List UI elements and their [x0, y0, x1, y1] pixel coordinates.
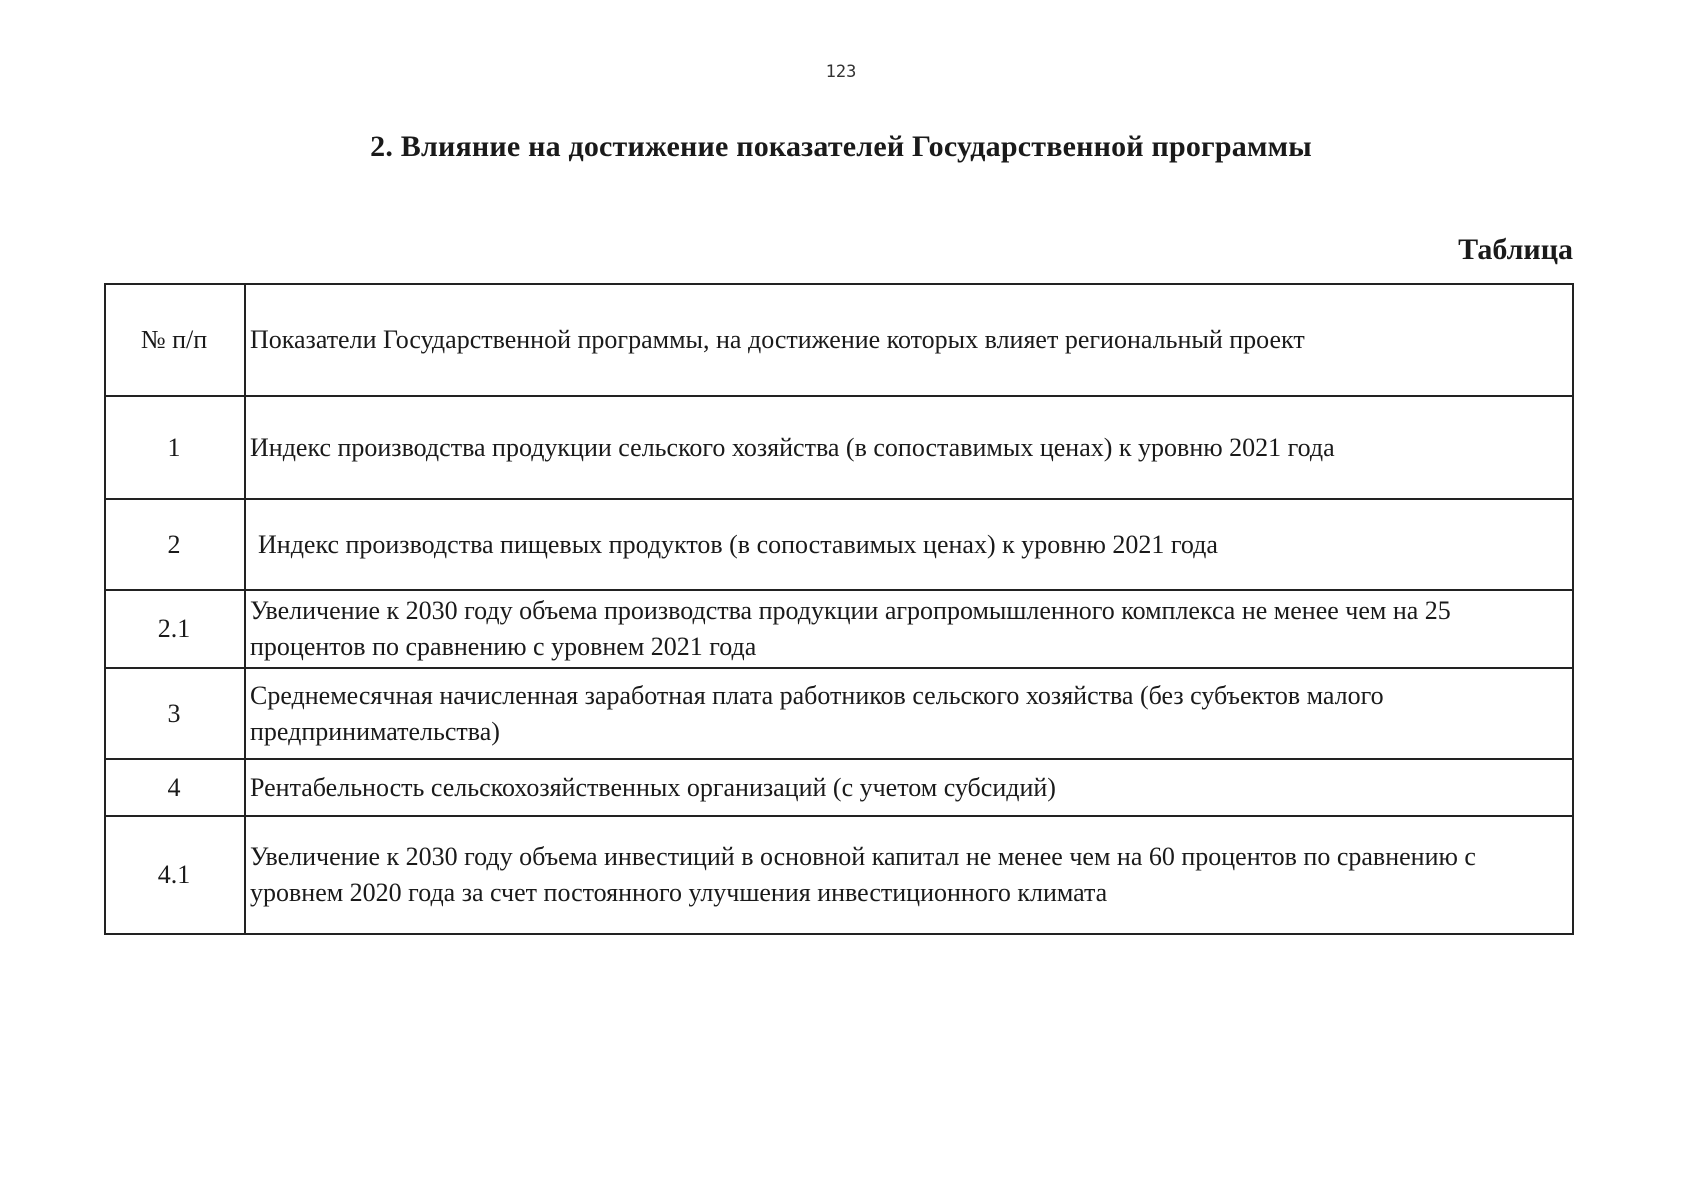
table-header-row — [105, 284, 1573, 396]
row-number-cell: 2.1 — [105, 590, 245, 668]
row-indicator-cell: Увеличение к 2030 году объема инвестиций в основной капитал не менее чем на 60 процентов по сравнению с уровнем 2020 года за счет постоянного улучшения инвестиционного климата — [245, 816, 1573, 934]
row-number-cell: 1 — [105, 396, 245, 499]
row-indicator-cell: Среднемесячная начисленная заработная плата работников сельского хозяйства (без субъектов малого предпринимательства) — [245, 668, 1573, 759]
row-indicator-cell: Индекс производства продукции сельского хозяйства (в сопоставимых ценах) к уровню 2021 года — [245, 396, 1573, 499]
row-number-cell: 2 — [105, 499, 245, 590]
row-number-cell: 3 — [105, 668, 245, 759]
table-row — [105, 590, 1573, 668]
row-indicator-cell: Увеличение к 2030 году объема производства продукции агропромышленного комплекса не менее чем на 25 процентов по сравнению с уровнем 2021 года — [245, 590, 1573, 668]
table-row — [105, 668, 1573, 759]
header-indicator-cell: Показатели Государственной программы, на достижение которых влияет региональный проект — [245, 284, 1573, 396]
row-indicator-cell: Рентабельность сельскохозяйственных организаций (с учетом субсидий) — [245, 759, 1573, 816]
table-row — [105, 759, 1573, 816]
indicators-table — [104, 283, 1574, 935]
table-row — [105, 396, 1573, 499]
row-number-cell: 4.1 — [105, 816, 245, 934]
table-row — [105, 816, 1573, 934]
section-title: 2. Влияние на достижение показателей Государственной программы — [370, 130, 1312, 163]
row-indicator-cell: Индекс производства пищевых продуктов (в сопоставимых ценах) к уровню 2021 года — [245, 499, 1573, 590]
table-row — [105, 499, 1573, 590]
row-number-cell: 4 — [105, 759, 245, 816]
page-number: 123 — [825, 62, 857, 82]
header-number-cell: № п/п — [105, 284, 245, 396]
table-caption: Таблица — [1458, 233, 1573, 266]
